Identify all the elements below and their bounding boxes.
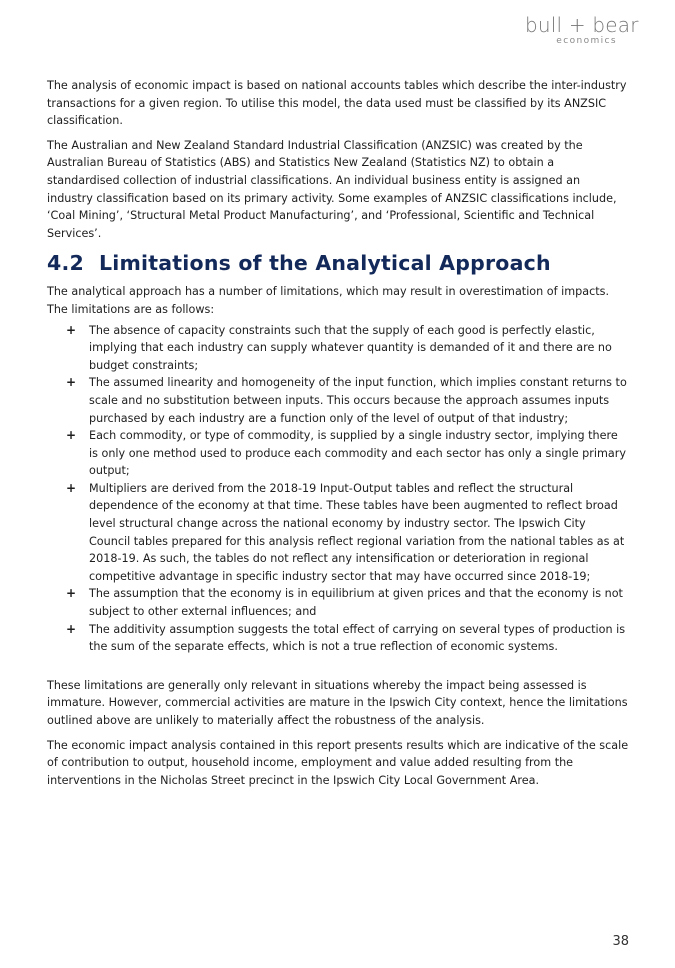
list-item-text: The assumed linearity and homogeneity of the input function, which implies constant returns to scale and no substitution between inputs. This occurs because the approach assumes inputs purchased by each industry are a function only of the level of output of that industry; [89,376,627,425]
paragraph-anzsic-definition: The Australian and New Zealand Standard Industrial Classification (ANZSIC) was created by the Australian Bureau of Statistics (ABS) and Statistics New Zealand (Statistics NZ) to obtain a standardised collection of industrial classifications. An individual business entity is assigned an industry classification based on its primary activity. Some examples of ANZSIC classifications include, ‘Coal Mining’, ‘Structural Metal Product Manufacturing’, and ‘Professional, Scientific and Technical Services’. [47,138,617,240]
document-body [47,77,629,796]
plus-bullet-icon: + [66,375,77,390]
list-item-text: Each commodity, or type of commodity, is supplied by a single industry sector, implying there is only one method used to produce each commodity and each sector has only a single primary output; [89,429,626,478]
section-heading [47,249,629,277]
logo-wordmark: bull + bear [525,13,639,37]
list-item [47,621,629,656]
company-logo [525,13,639,47]
list-item-text: The absence of capacity constraints such that the supply of each good is perfectly elastic, implying that each industry can supply whatever quantity is demanded of it and there are no budget constraints; [89,323,612,372]
list-item [47,585,629,620]
page-number: 38 [612,934,629,949]
list-item [47,322,629,375]
plus-bullet-icon: + [66,480,77,495]
section-intro: The analytical approach has a number of limitations, which may result in overestimation of impacts. The limitations are as follows: [47,285,610,316]
list-item [47,480,629,586]
list-item [47,427,629,480]
limitations-list [47,322,629,656]
list-item-text: Multipliers are derived from the 2018-19 Input-Output tables and reflect the structural dependence of the economy at that time. These tables have been augmented to reflect broad level structural change across the national economy by industry sector. The Ipswich City Council tables prepared for this analysis reflect regional variation from the national tables as at 2018-19. As such, the tables do not reflect any intensification or deterioration in regional competitive advantage in specific industry sector that may have occurred since 2018-19; [89,481,625,583]
plus-bullet-icon: + [66,428,77,443]
paragraph-input-output-basis: The analysis of economic impact is based on national accounts tables which describe the inter-industry transactions for a given region. To utilise this model, the data used must be classified by its ANZSIC classification. [47,79,627,128]
list-item [47,374,629,427]
list-item-text: The additivity assumption suggests the total effect of carrying on several types of production is the sum of the separate effects, which is not a true reflection of economic systems. [89,622,626,654]
logo-subtitle: economics [556,36,617,46]
plus-bullet-icon: + [66,322,77,337]
list-item-text: The assumption that the economy is in equilibrium at given prices and that the economy is not subject to other external influences; and [89,587,623,619]
plus-bullet-icon: + [66,586,77,601]
plus-bullet-icon: + [66,621,77,636]
section-number: 4.2 [47,251,84,276]
paragraph-limitations-relevance: These limitations are generally only relevant in situations whereby the impact being assessed is immature. However, commercial activities are mature in the Ipswich City context, hence the limitations outlined above are unlikely to materially affect the robustness of the analysis. [47,678,628,727]
paragraph-analysis-summary: The economic impact analysis contained in this report presents results which are indicative of the scale of contribution to output, household income, employment and value added resulting from the interventions in the Nicholas Street precinct in the Ipswich City Local Government Area. [47,738,629,787]
section-title: Limitations of the Analytical Approach [99,251,551,276]
